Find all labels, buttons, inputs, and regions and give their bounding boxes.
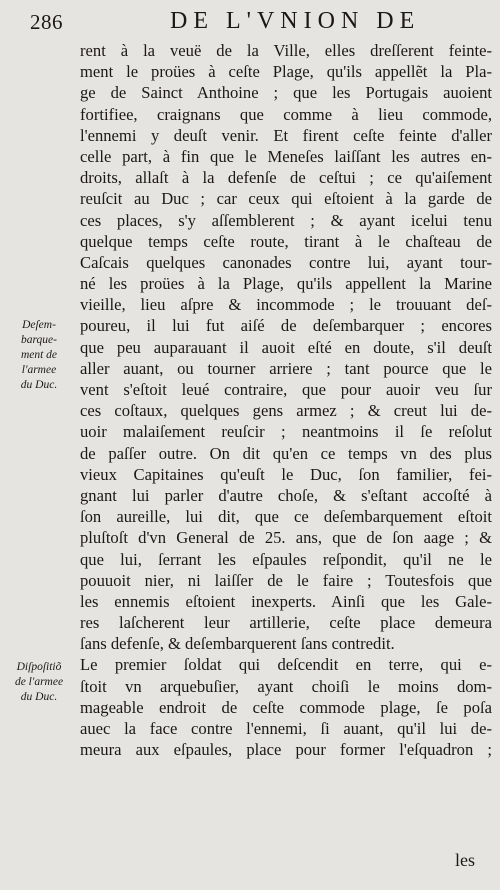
text-line: né les proües à la Plage, qu'ils appellent la Marine (80, 274, 492, 294)
text-line: rent à la veuë de la Ville, elles dreſſerent feinte- (80, 41, 492, 60)
text-line: droits, allaſt à la defenſe de ceſtui ; ce qu'aiſement (80, 168, 492, 188)
margin-note-line: du Duc. (20, 691, 58, 703)
text-line: ſtoit vn arquebuſier, ayant choiſi le moins dom- (80, 676, 492, 696)
text-line: vieux Capitaines qu'euſt le Duc, ſon familier, fei- (80, 464, 492, 484)
text-line: Caſcais quelques canonades contre lui, ayant tour- (80, 252, 492, 272)
text-line: vent s'eſtoit leué contraire, que pour auoir veu ſur (80, 380, 492, 399)
text-line: reuſcit au Duc ; car ceux qui eſtoient à la garde de (80, 189, 492, 209)
text-line: uoir malaiſement reuſcir ; neantmoins il ſe reſolut (80, 422, 492, 442)
text-line: l'ennemi y deuſt venir. Et firent ceſte feinte d'aller (80, 125, 492, 145)
text-line: que lui, ſerrant les eſpaules reſpondit, qu'il ne le (80, 549, 492, 569)
body-text (80, 40, 492, 760)
margin-note-line: de l'armee (14, 676, 64, 688)
text-line: gnant lui parler d'autre choſe, & s'eſtant accoſté à (80, 485, 492, 505)
text-line: ces places, s'y aſſemblerent ; & ayant icelui tenu (80, 210, 492, 230)
text-line: de paſſer outre. On dit qu'en ce temps vn des plus (80, 443, 492, 463)
text-line: celle part, à fin que le Meneſes laiſſant les autres en- (80, 146, 492, 166)
text-line: ſon aureille, lui dit, que ce deſembarquement eſtoit (80, 507, 492, 527)
text-line: quelque temps ceſte route, tirant à le chaſteau de (80, 231, 492, 251)
margin-note-line: du Duc. (20, 379, 58, 391)
margin-note-disposition (6, 660, 72, 705)
text-line: pluſtoſt d'vn General de 25. ans, que de ſon aage ; & (80, 528, 492, 548)
text-line: auec la face contre l'ennemi, ſi auant, qu'il lui de- (80, 719, 492, 738)
page-number: 286 (30, 10, 63, 34)
text-line: les ennemis eſtoient inexperts. Ainſi que les Gale- (80, 591, 492, 611)
text-line: ge de Sainct Anthoine ; que les Portugais auoient (80, 83, 492, 103)
text-line: ment le proües à ceſte Plage, qu'ils appellẽt la Pla- (80, 62, 492, 82)
text-line: aller auant, ou tourner arriere ; tant pource que le (80, 358, 492, 378)
text-line: meura aux eſpaules, place pour former l'eſquadron ; (80, 740, 492, 760)
margin-note-disembarkation (6, 318, 72, 393)
text-line: mageable endroit de ceſte commode plage, ſe poſa (80, 697, 492, 717)
text-line: vieille, lieu aſpre & incommode ; le trouuant deſ- (80, 295, 492, 315)
text-line: pouuoit nier, ni laiſſer de le faire ; Toutesfois que (80, 570, 492, 590)
text-line: que peu auparauant il auoit eſté en doute, s'il deuſt (80, 337, 492, 357)
margin-note-line: Diſpoſitiõ (16, 661, 62, 673)
text-line: ces coſtaux, quelques gens armez ; & creut lui de- (80, 401, 492, 421)
text-line: poureu, il lui fut aiſé de deſembarquer ; encores (80, 316, 492, 336)
margin-note-line: Deſem- (22, 319, 56, 331)
text-line: Le premier ſoldat qui deſcendit en terre, qui e- (80, 655, 492, 675)
page-header (30, 6, 490, 40)
running-title: DE L'VNION DE (170, 8, 421, 34)
text-line: ſans defenſe, & deſembarquerent ſans contredit. (80, 634, 395, 654)
text-line: fortifiee, craignans que comme à lieu commode, (80, 104, 492, 124)
margin-note-line: l'armee (21, 364, 57, 376)
margin-note-line: ment de (20, 349, 58, 361)
text-line: res laſcherent leur artillerie, ceſte place demeura (80, 613, 492, 633)
margin-note-line: barque- (21, 334, 57, 346)
catchword: les (455, 850, 475, 870)
